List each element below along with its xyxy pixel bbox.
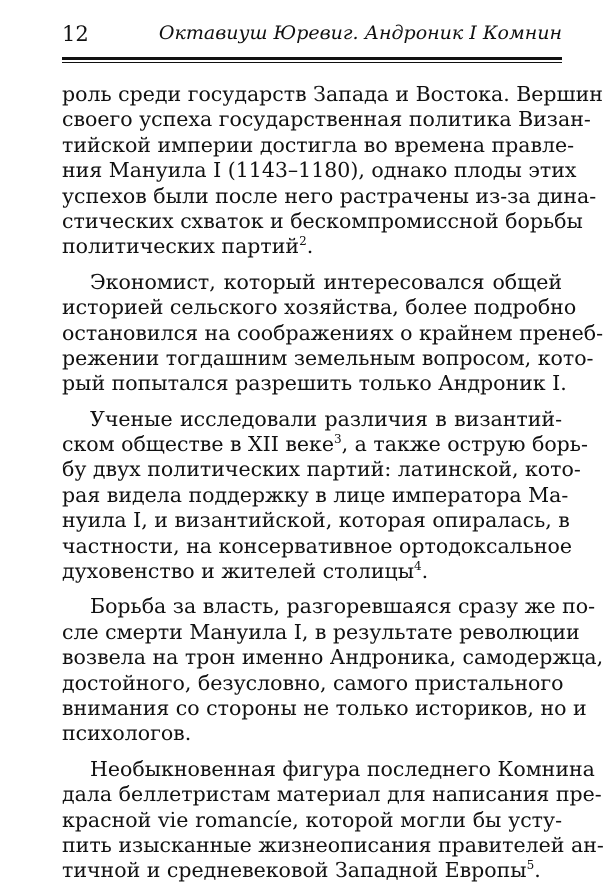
text-line [62, 858, 562, 883]
header-rule-thick [62, 57, 562, 60]
paragraph [62, 269, 604, 397]
text-line: Ученые исследовали различия в византий- [90, 406, 562, 431]
footnote-ref-5[interactable]: 5 [526, 858, 535, 873]
text-run: тичной и средневековой Западной Европы [62, 858, 527, 883]
text-line [62, 234, 562, 259]
page-number: 12 [62, 22, 89, 46]
text-line: нуила I, и византийской, которая опиралась, в [62, 508, 570, 533]
text-line: достойного, безусловно, самого пристального [62, 670, 564, 695]
text-line: тийской империи достигла во времена правле- [62, 132, 575, 157]
text-line: ния Мануила I (1143–1180), однако плоды этих [62, 158, 577, 183]
text-line: красной vie romancíe, которой могли бы усту- [62, 807, 562, 832]
text-line: Борьба за власть, разгоревшаяся сразу же по- [90, 594, 596, 619]
text-run: . [421, 559, 429, 584]
text-line: стических схваток и бескомпромиссной борьбы [62, 208, 583, 233]
text-line: частности, на консервативное ортодоксальное [62, 533, 572, 558]
text-run: ском обществе в XII веке [62, 432, 334, 457]
paragraph [62, 82, 603, 260]
text-line: Необыкновенная фигура последнего Комнина [90, 756, 595, 781]
text-line: остановился на соображениях о крайнем пренеб- [62, 320, 604, 345]
text-run: . [306, 234, 314, 259]
text-line: пить изысканные жизнеописания правителей ан- [62, 832, 604, 857]
footnote-ref-3[interactable]: 3 [333, 432, 342, 447]
text-line: внимания со стороны не только историков, но и [62, 695, 587, 720]
text-line: дала беллетристам материал для написания пре- [62, 782, 602, 807]
text-line: успехов были после него растрачены из-за дина- [62, 183, 597, 208]
text-run: , а также острую борь- [341, 432, 588, 457]
text-line: роль среди государств Запада и Востока. Вершин [62, 82, 603, 106]
paragraph [62, 594, 604, 746]
paragraph [62, 756, 604, 884]
text-run: . [534, 858, 541, 883]
text-line [62, 432, 588, 457]
text-line: сле смерти Мануила I, в результате революции [62, 619, 580, 644]
running-title: Октавиуш Юревиг. Андроник I Комнин [158, 22, 562, 44]
paragraph [62, 406, 588, 585]
footnote-ref-4[interactable]: 4 [414, 559, 422, 574]
text-line: психологов. [62, 721, 192, 746]
text-line: рая видела поддержку в лице императора Ма- [62, 482, 569, 507]
text-line: режении тогдашним земельным вопросом, кото- [62, 345, 594, 370]
text-run: духовенство и жителей столицы [62, 559, 415, 584]
text-line: рый попытался разрешить только Андроник I. [62, 371, 567, 396]
text-line: своего успеха государственная политика Визан- [62, 107, 591, 132]
text-line: бу двух политических партий: латинской, кото- [62, 457, 581, 482]
page-header [62, 22, 562, 52]
text-line [62, 559, 562, 584]
text-line: возвела на трон именно Андроника, самодержца, [62, 645, 604, 670]
text-line: Экономист, который интересовался общей [90, 269, 562, 294]
text-run: политических партий [62, 234, 300, 259]
text-line: историей сельского хозяйства, более подробно [62, 295, 577, 320]
header-rule-thin [62, 62, 562, 63]
footnote-ref-2[interactable]: 2 [299, 234, 307, 249]
body-text [62, 82, 604, 884]
